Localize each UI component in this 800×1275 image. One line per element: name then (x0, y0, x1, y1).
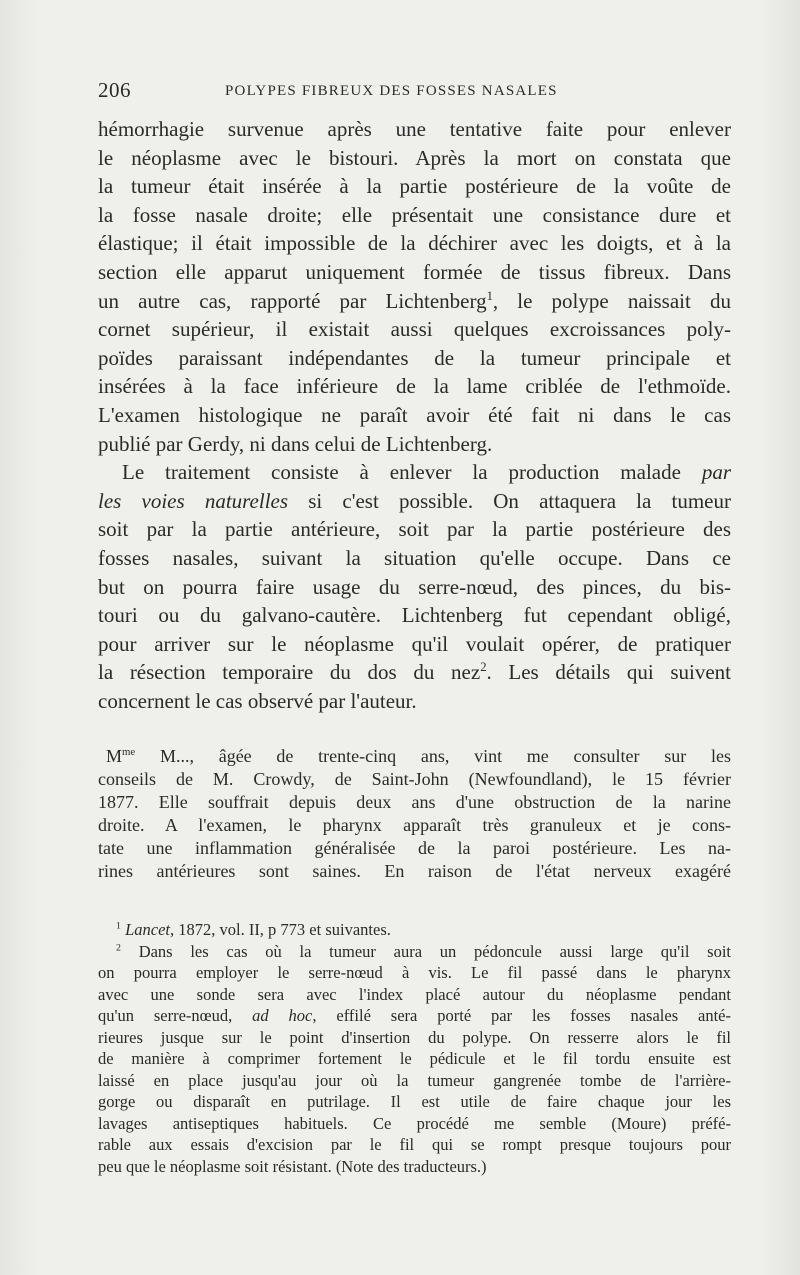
treatment-line-8-rest: . Les détails qui suivent (486, 660, 732, 685)
case-line-1 (98, 745, 731, 768)
page-header (98, 78, 738, 108)
treatment-line-8-text: la résection temporaire du dos du nez (98, 660, 481, 685)
case-line-4: droite. A l'examen, le pharynx apparaît très granuleux et je cons- (98, 815, 731, 836)
body-line-1: hémorrhagie survenue après une tentative faite pour enlever (98, 117, 731, 141)
treatment-line-4: fosses nasales, suivant la situation qu'elle occupe. Dans ce (98, 545, 731, 570)
treatment-line-9: concernent le cas observé par l'auteur. (98, 688, 417, 713)
body-line-4: la fosse nasale droite; elle présentait une consistance dure et (98, 202, 731, 227)
treatment-line-1 (98, 458, 731, 487)
treatment-line-6: touri ou du galvano-cautère. Lichtenberg fut cependant obligé, (98, 603, 731, 628)
footnote-2-line-6: de manière à comprimer fortement le pédicule et le fil tordu ensuite est (98, 1049, 731, 1069)
footnote-2-line-9: lavages antiseptiques habituels. Ce procédé me semble (Moure) préfé- (98, 1113, 731, 1133)
treatment-line-7: pour arriver sur le néoplasme qu'il voulait opérer, de pratiquer (98, 631, 731, 656)
case-line-5: tate une inflammation généralisée de la paroi postérieure. Les na- (98, 838, 731, 859)
body-line-8: cornet supérieur, il existait aussi quelques excroissances poly- (98, 317, 731, 342)
treatment-line-2 (98, 487, 731, 516)
body-line-6: section elle apparut uniquement formée de tissus fibreux. Dans (98, 259, 731, 284)
body-line-9: poïdes paraissant indépendantes de la tumeur principale et (98, 345, 731, 370)
body-line-3: la tumeur était insérée à la partie postérieure de la voûte de (98, 174, 731, 199)
case-line-6: rines antérieures sont saines. En raison de l'état nerveux exagéré (98, 861, 731, 882)
case-line-1-text: M..., âgée de trente-cinq ans, vint me consulter sur les (135, 746, 731, 767)
body-line-7-text: un autre cas, rapporté par Lichtenberg (98, 288, 487, 313)
body-line-7-rest: , le polype naissait du (492, 288, 731, 313)
footnote-1 (98, 919, 731, 941)
running-title: POLYPES FIBREUX DES FOSSES NASALES (225, 83, 558, 99)
footnote-2-mark: 2 (116, 942, 121, 954)
treatment-line-5: but on pourra faire usage du serre-nœud, des pinces, du bis- (98, 574, 731, 599)
case-report (98, 745, 731, 883)
treatment-line-1-italic: par (701, 460, 731, 485)
footnote-1-text: , 1872, vol. II, p 773 et suivantes. (169, 920, 391, 940)
main-text (98, 115, 731, 1177)
footnote-2-line-10: rable aux essais d'excision par le fil qui se rompt presque toujours pour (98, 1135, 731, 1155)
treatment-line-2-italic: les voies naturelles (98, 488, 289, 513)
body-line-5: élastique; il était impossible de la déchirer avec les doigts, et à la (98, 231, 731, 256)
case-line-2: conseils de M. Crowdy, de Saint-John (Newfoundland), le 15 février (98, 769, 731, 790)
body-line-12: publié par Gerdy, ni dans celui de Lichtenberg. (98, 431, 493, 456)
footnote-1-mark: 1 (116, 920, 121, 932)
treatment-line-1-text: Le traitement consiste à enlever la production malade (122, 460, 702, 485)
footnote-2-line-4-a: qu'un serre-nœud, (98, 1006, 253, 1026)
body-line-7 (98, 287, 731, 316)
treatment-line-3: soit par la partie antérieure, soit par la partie postérieure des (98, 517, 731, 542)
case-line-3: 1877. Elle souffrait depuis deux ans d'une obstruction de la narine (98, 792, 731, 813)
treatment-line-2-text: si c'est possible. On attaquera la tumeur (288, 488, 731, 513)
footnote-1-italic: Lancet (125, 920, 170, 940)
footnote-2-line-1 (98, 941, 731, 963)
footnote-2-line-7: laissé en place jusqu'au jour où la tumeur gangrenée tombe de l'arrière- (98, 1070, 731, 1090)
treatment-line-8 (98, 658, 731, 687)
footnotes (98, 919, 731, 1177)
page-number: 206 (98, 78, 131, 102)
footnote-ref-1: 1 (486, 288, 493, 303)
footnote-2-line-8: gorge ou disparaît en putrilage. Il est utile de faire chaque jour les (98, 1092, 731, 1112)
footnote-2-line-5: rieures jusque sur le point d'insertion du polype. On resserre alors le fil (98, 1027, 731, 1047)
case-line-1-sup: me (122, 746, 136, 759)
footnote-2-line-11: peu que le néoplasme soit résistant. (Note des traducteurs.) (98, 1156, 487, 1176)
footnote-2-line-3: avec une sonde sera avec l'index placé autour du néoplasme pendant (98, 984, 731, 1004)
body-line-10: insérées à la face inférieure de la lame criblée de l'ethmoïde. (98, 374, 731, 399)
footnote-ref-2: 2 (480, 660, 487, 675)
footnotes-gap (98, 883, 731, 919)
footnote-2-line-4-italic: ad hoc (252, 1006, 313, 1026)
case-line-1-m: M (106, 746, 123, 767)
footnote-2-line-1-text: Dans les cas où la tumeur aura un pédoncule aussi large qu'il soit (120, 941, 731, 961)
body-line-11: L'examen histologique ne paraît avoir été fait ni dans le cas (98, 402, 731, 427)
footnote-2-line-4 (98, 1005, 731, 1027)
footnote-2-line-4-b: , effilé sera porté par les fosses nasales anté- (312, 1006, 732, 1026)
section-gap (98, 715, 731, 745)
footnote-2-line-2: on pourra employer le serre-nœud à vis. Le fil passé dans le pharynx (98, 963, 731, 983)
body-line-2: le néoplasme avec le bistouri. Après la mort on constata que (98, 145, 731, 170)
